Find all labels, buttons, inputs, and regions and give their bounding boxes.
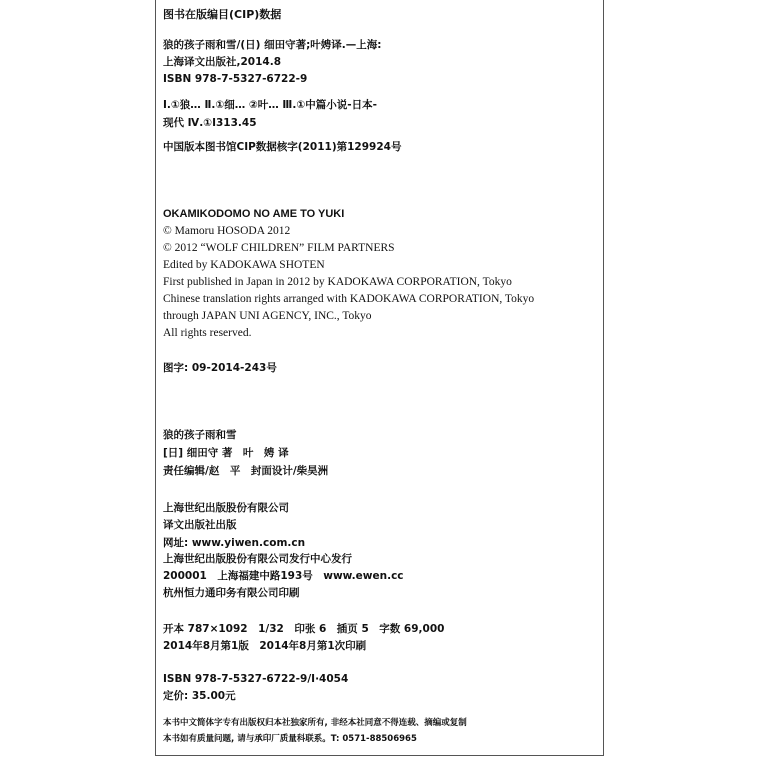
contract-registration: 图字: 09-2014-243号 <box>163 362 277 374</box>
publisher-line-1: 上海世纪出版股份有限公司 <box>163 502 289 514</box>
notice-line-2: 本书如有质量问题, 请与承印厂质量科联系。T: 0571-88506965 <box>163 734 417 744</box>
publisher-distribution: 上海世纪出版股份有限公司发行中心发行 <box>163 553 352 565</box>
cip-line-2: 上海译文出版社,2014.8 <box>163 56 282 68</box>
edition-info: 2014年8月第1版 2014年8月第1次印刷 <box>163 640 367 652</box>
copyright-line-1: © Mamoru HOSODA 2012 <box>163 225 291 237</box>
cip-line-1: 狼的孩子雨和雪/(日) 细田守著;叶娉译.—上海: <box>163 39 382 51</box>
printer: 杭州恒力通印务有限公司印刷 <box>163 587 300 599</box>
copyright-line-3: Edited by KADOKAWA SHOTEN <box>163 259 325 271</box>
original-title: OKAMIKODOMO NO AME TO YUKI <box>163 208 345 220</box>
cip-line-5: 现代 Ⅳ.①I313.45 <box>163 117 257 129</box>
notice-line-1: 本书中文简体字专有出版权归本社独家所有, 非经本社同意不得连载、摘编或复制 <box>163 718 467 728</box>
book-editors: 责任编辑/赵 平 封面设计/柴昊洲 <box>163 465 329 477</box>
copyright-line-5: Chinese translation rights arranged with KADOKAWA CORPORATION, Tokyo <box>163 293 535 305</box>
isbn-full: ISBN 978-7-5327-6722-9/I·4054 <box>163 673 349 685</box>
publisher-website: 网址: www.yiwen.com.cn <box>163 537 306 549</box>
cip-line-3: ISBN 978-7-5327-6722-9 <box>163 73 308 85</box>
copyright-line-2: © 2012 “WOLF CHILDREN” FILM PARTNERS <box>163 242 395 254</box>
cip-line-4: Ⅰ.①狼… Ⅱ.①细… ②叶… Ⅲ.①中篇小说-日本- <box>163 99 377 111</box>
cip-heading: 图书在版编目(CIP)数据 <box>163 8 282 21</box>
copyright-line-7: All rights reserved. <box>163 327 252 339</box>
publisher-address: 200001 上海福建中路193号 www.ewen.cc <box>163 570 404 582</box>
format-specs: 开本 787×1092 1/32 印张 6 插页 5 字数 69,000 <box>163 623 445 635</box>
book-authors: [日] 细田守 著 叶 娉 译 <box>163 447 289 459</box>
book-title: 狼的孩子雨和雪 <box>163 429 237 441</box>
copyright-line-6: through JAPAN UNI AGENCY, INC., Tokyo <box>163 310 372 322</box>
copyright-page <box>155 0 604 756</box>
cip-data-number: 中国版本图书馆CIP数据核字(2011)第129924号 <box>163 141 402 153</box>
publisher-line-2: 译文出版社出版 <box>163 519 237 531</box>
price: 定价: 35.00元 <box>163 690 236 702</box>
copyright-line-4: First published in Japan in 2012 by KADOKAWA CORPORATION, Tokyo <box>163 276 512 288</box>
